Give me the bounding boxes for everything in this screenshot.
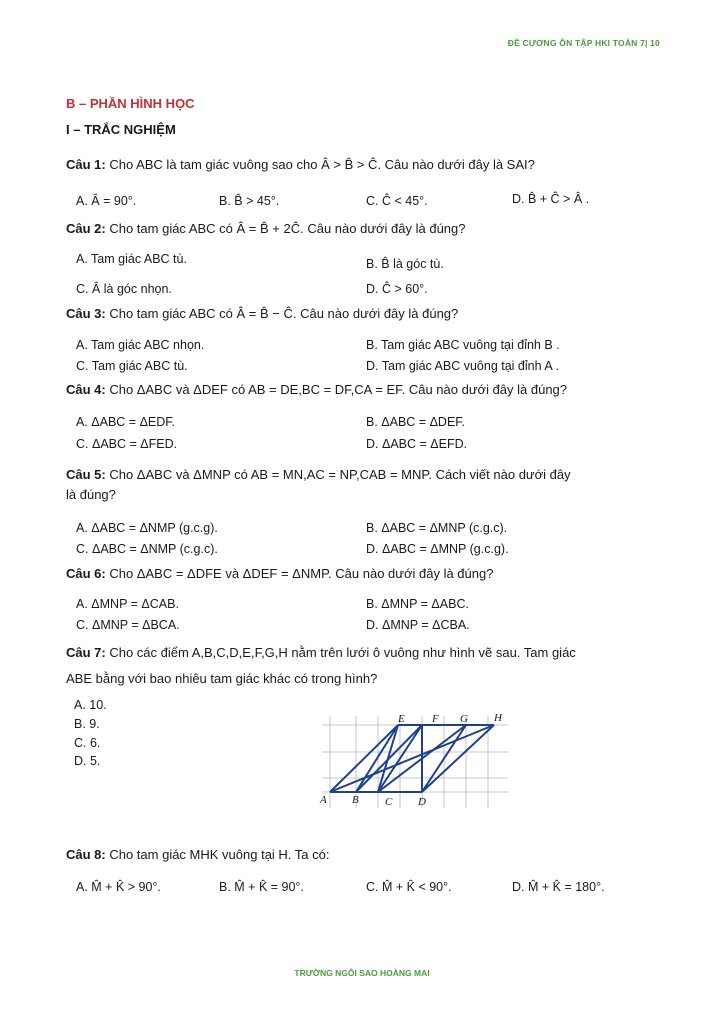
question-1 (66, 155, 656, 175)
option-b[interactable]: B. ΔABC = ΔDEF. (366, 415, 466, 429)
label-c: C (385, 796, 393, 808)
option-d[interactable]: D. ΔABC = ΔMNP (g.c.g). (366, 542, 509, 556)
question-text: Cho ΔABC và ΔMNP có AB = MN,AC = NP,CAB = MNP. Cách viết nào dưới đây (105, 467, 571, 482)
label-a: A (320, 794, 327, 806)
option-d[interactable]: D. B̂ + Ĉ > Â . (512, 192, 590, 206)
question-text-continued: ABE bằng với bao nhiêu tam giác khác có trong hình? (66, 671, 378, 686)
question-label: Câu 3: (66, 306, 106, 321)
option-c[interactable]: C. Â là góc nhọn. (76, 282, 172, 296)
option-a[interactable]: A. M̂ + K̂ > 90°. (76, 880, 161, 894)
question-text: Cho ΔABC = ΔDFE và ΔDEF = ΔNMP. Câu nào dưới đây là đúng? (105, 566, 494, 581)
option-d[interactable]: D. Tam giác ABC vuông tại đỉnh A . (366, 359, 559, 373)
option-a[interactable]: A. ΔMNP = ΔCAB. (76, 597, 179, 611)
section-title: B – PHẦN HÌNH HỌC (66, 96, 195, 111)
option-b[interactable]: B. B̂ > 45°. (219, 194, 280, 208)
triangle-lines (330, 725, 494, 792)
grid-figure (318, 708, 514, 812)
subsection-title: I – TRẮC NGHIỆM (66, 122, 176, 137)
question-8 (66, 845, 656, 865)
option-b[interactable]: B. ΔABC = ΔMNP (c.g.c). (366, 521, 508, 535)
question-label: Câu 8: (66, 847, 106, 862)
option-a[interactable]: A. Â = 90°. (76, 194, 137, 208)
option-c[interactable]: C. Tam giác ABC tù. (76, 359, 188, 373)
question-7 (66, 640, 656, 692)
label-e: E (398, 713, 405, 725)
question-2 (66, 219, 656, 239)
option-a[interactable]: A. Tam giác ABC nhọn. (76, 338, 205, 352)
option-d[interactable]: D. 5. (74, 754, 101, 768)
option-c[interactable]: C. ΔMNP = ΔBCA. (76, 618, 180, 632)
segment-dh (422, 725, 494, 792)
option-d[interactable]: D. Ĉ > 60°. (366, 282, 428, 296)
question-4 (66, 380, 656, 400)
option-a[interactable]: A. ΔABC = ΔNMP (g.c.g). (76, 521, 218, 535)
question-5 (66, 465, 656, 505)
question-text: Cho tam giác ABC có Â = B̂ + 2Ĉ. Câu nào dưới đây là đúng? (105, 221, 466, 236)
option-b[interactable]: B. 9. (74, 717, 100, 731)
question-text: Cho ABC là tam giác vuông sao cho Â > B̂ > Ĉ. Câu nào dưới đây là SAI? (105, 157, 535, 172)
question-label: Câu 5: (66, 467, 106, 482)
question-3 (66, 304, 656, 324)
question-label: Câu 4: (66, 382, 106, 397)
option-a[interactable]: A. Tam giác ABC tù. (76, 252, 187, 266)
option-d[interactable]: D. M̂ + K̂ = 180°. (512, 880, 605, 894)
question-text: Cho tam giác ABC có Â = B̂ − Ĉ. Câu nào dưới đây là đúng? (105, 306, 459, 321)
question-6 (66, 564, 656, 584)
label-b: B (352, 794, 359, 806)
question-text: Cho ΔABC và ΔDEF có AB = DE,BC = DF,CA = EF. Câu nào dưới đây là đúng? (105, 382, 568, 397)
option-d[interactable]: D. ΔMNP = ΔCBA. (366, 618, 470, 632)
label-g: G (460, 713, 468, 725)
option-c[interactable]: C. ΔABC = ΔFED. (76, 437, 178, 451)
option-d[interactable]: D. ΔABC = ΔEFD. (366, 437, 468, 451)
label-f: F (432, 713, 439, 725)
question-text-continued: là đúng? (66, 487, 116, 502)
option-c[interactable]: C. Ĉ < 45°. (366, 194, 428, 208)
question-label: Câu 1: (66, 157, 106, 172)
option-b[interactable]: B. Tam giác ABC vuông tại đỉnh B . (366, 338, 560, 352)
question-label: Câu 6: (66, 566, 106, 581)
question-label: Câu 7: (66, 645, 106, 660)
question-label: Câu 2: (66, 221, 106, 236)
question-text: Cho tam giác MHK vuông tại H. Ta có: (105, 847, 330, 862)
option-c[interactable]: C. 6. (74, 736, 101, 750)
label-d: D (418, 796, 426, 808)
page-header: ĐỀ CƯƠNG ÔN TẬP HKI TOÁN 7| 10 (507, 38, 660, 48)
label-h: H (494, 712, 502, 724)
option-a[interactable]: A. 10. (74, 698, 107, 712)
page-footer: TRƯỜNG NGÔI SAO HOÀNG MAI (294, 968, 430, 978)
question-text: Cho các điểm A,B,C,D,E,F,G,H nằm trên lưới ô vuông như hình vẽ sau. Tam giác (105, 645, 576, 660)
option-c[interactable]: C. M̂ + K̂ < 90°. (366, 880, 452, 894)
option-b[interactable]: B. B̂ là góc tù. (366, 257, 444, 271)
option-c[interactable]: C. ΔABC = ΔNMP (c.g.c). (76, 542, 218, 556)
option-a[interactable]: A. ΔABC = ΔEDF. (76, 415, 176, 429)
option-b[interactable]: B. ΔMNP = ΔABC. (366, 597, 469, 611)
option-b[interactable]: B. M̂ + K̂ = 90°. (219, 880, 304, 894)
